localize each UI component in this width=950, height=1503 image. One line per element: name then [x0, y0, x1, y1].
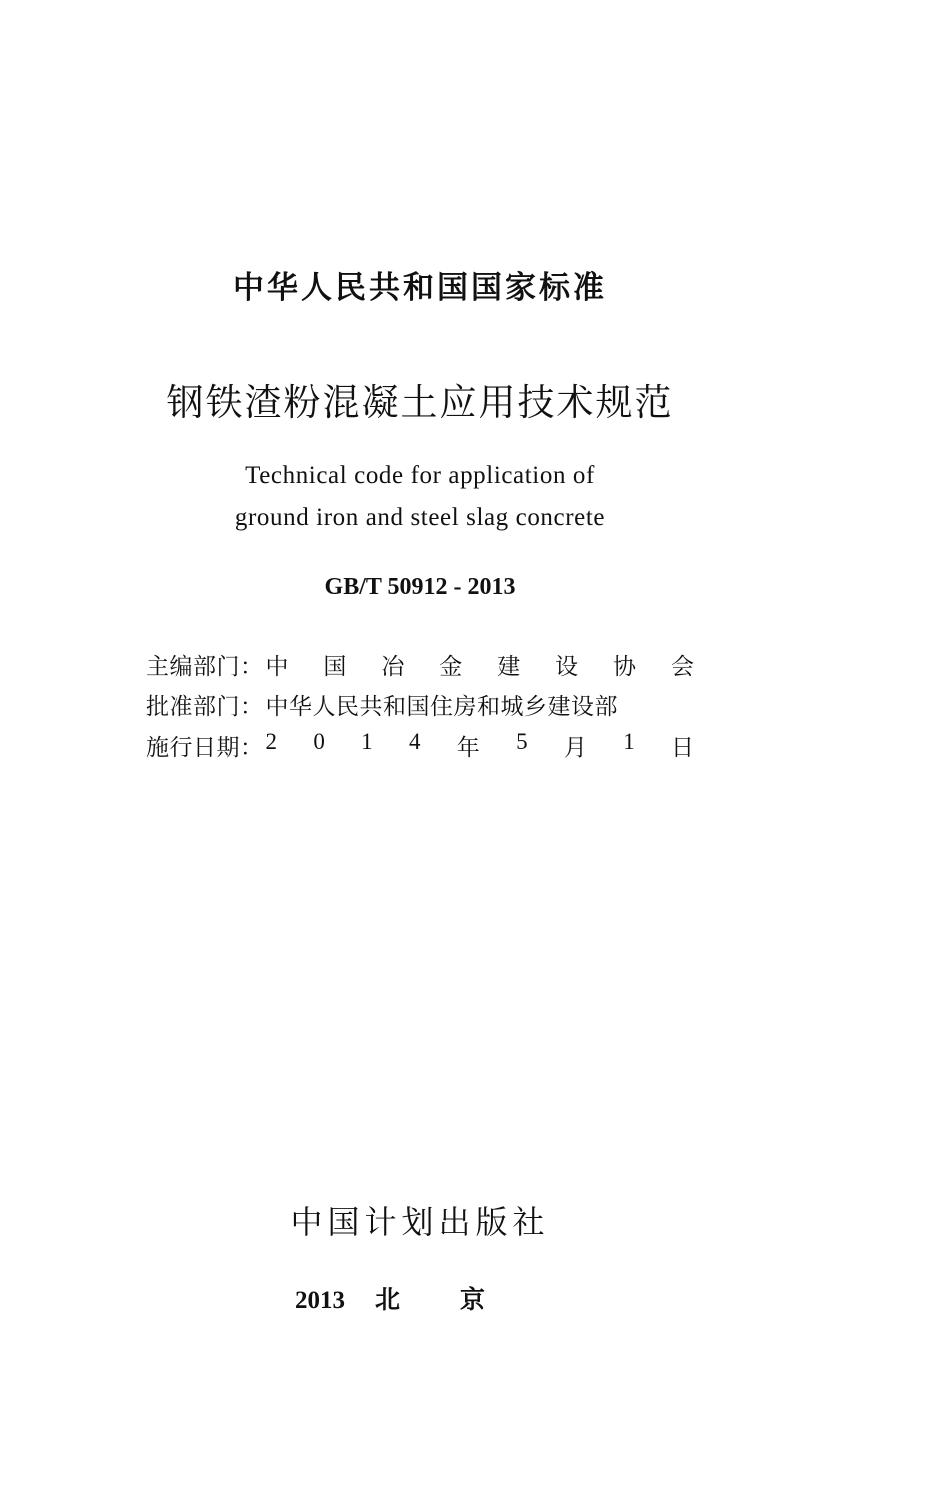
publisher-name: 中国计划出版社: [290, 1203, 550, 1241]
effective-date-value: [264, 729, 695, 762]
editor-department-value: [264, 648, 695, 681]
editor-char: 金: [439, 653, 463, 680]
imprint-city: 北京: [374, 1285, 545, 1314]
effective-date-label: 施行日期：: [146, 734, 264, 761]
approval-department-value: 中华人民共和国住房和城乡建设部: [265, 693, 618, 720]
editor-char: 冶: [381, 653, 405, 680]
imprint-line: [0, 1280, 840, 1316]
date-char: 年: [456, 734, 480, 761]
standard-code: GB/T 50912 - 2013: [324, 574, 516, 600]
date-char: 月: [563, 734, 587, 761]
date-char: 4: [408, 728, 421, 754]
date-char: 1: [623, 728, 635, 754]
date-char: 5: [516, 728, 528, 754]
imprint-year: 2013: [294, 1287, 345, 1314]
date-char: 0: [313, 728, 325, 754]
editor-char: 协: [613, 653, 637, 680]
editor-department-row: [146, 645, 694, 683]
date-char: 1: [361, 728, 373, 754]
standard-series-heading: 中华人民共和国国家标准: [233, 270, 607, 306]
editor-char: 建: [497, 653, 521, 680]
title-english-line-1: Technical code for application of: [245, 462, 595, 489]
date-char: 2: [265, 728, 277, 754]
effective-date-row: [146, 726, 694, 764]
title-chinese: 钢铁渣粉混凝土应用技术规范: [166, 381, 674, 424]
date-char: 日: [671, 734, 694, 761]
editor-char: 设: [555, 653, 579, 680]
editor-char: 中: [265, 653, 289, 680]
title-english-line-2: ground iron and steel slag concrete: [234, 504, 606, 531]
approval-department-label: 批准部门：: [146, 693, 264, 720]
editor-department-label: 主编部门：: [146, 653, 264, 680]
editor-char: 国: [323, 653, 347, 680]
approval-department-row: [146, 685, 694, 723]
editor-char: 会: [670, 653, 694, 680]
